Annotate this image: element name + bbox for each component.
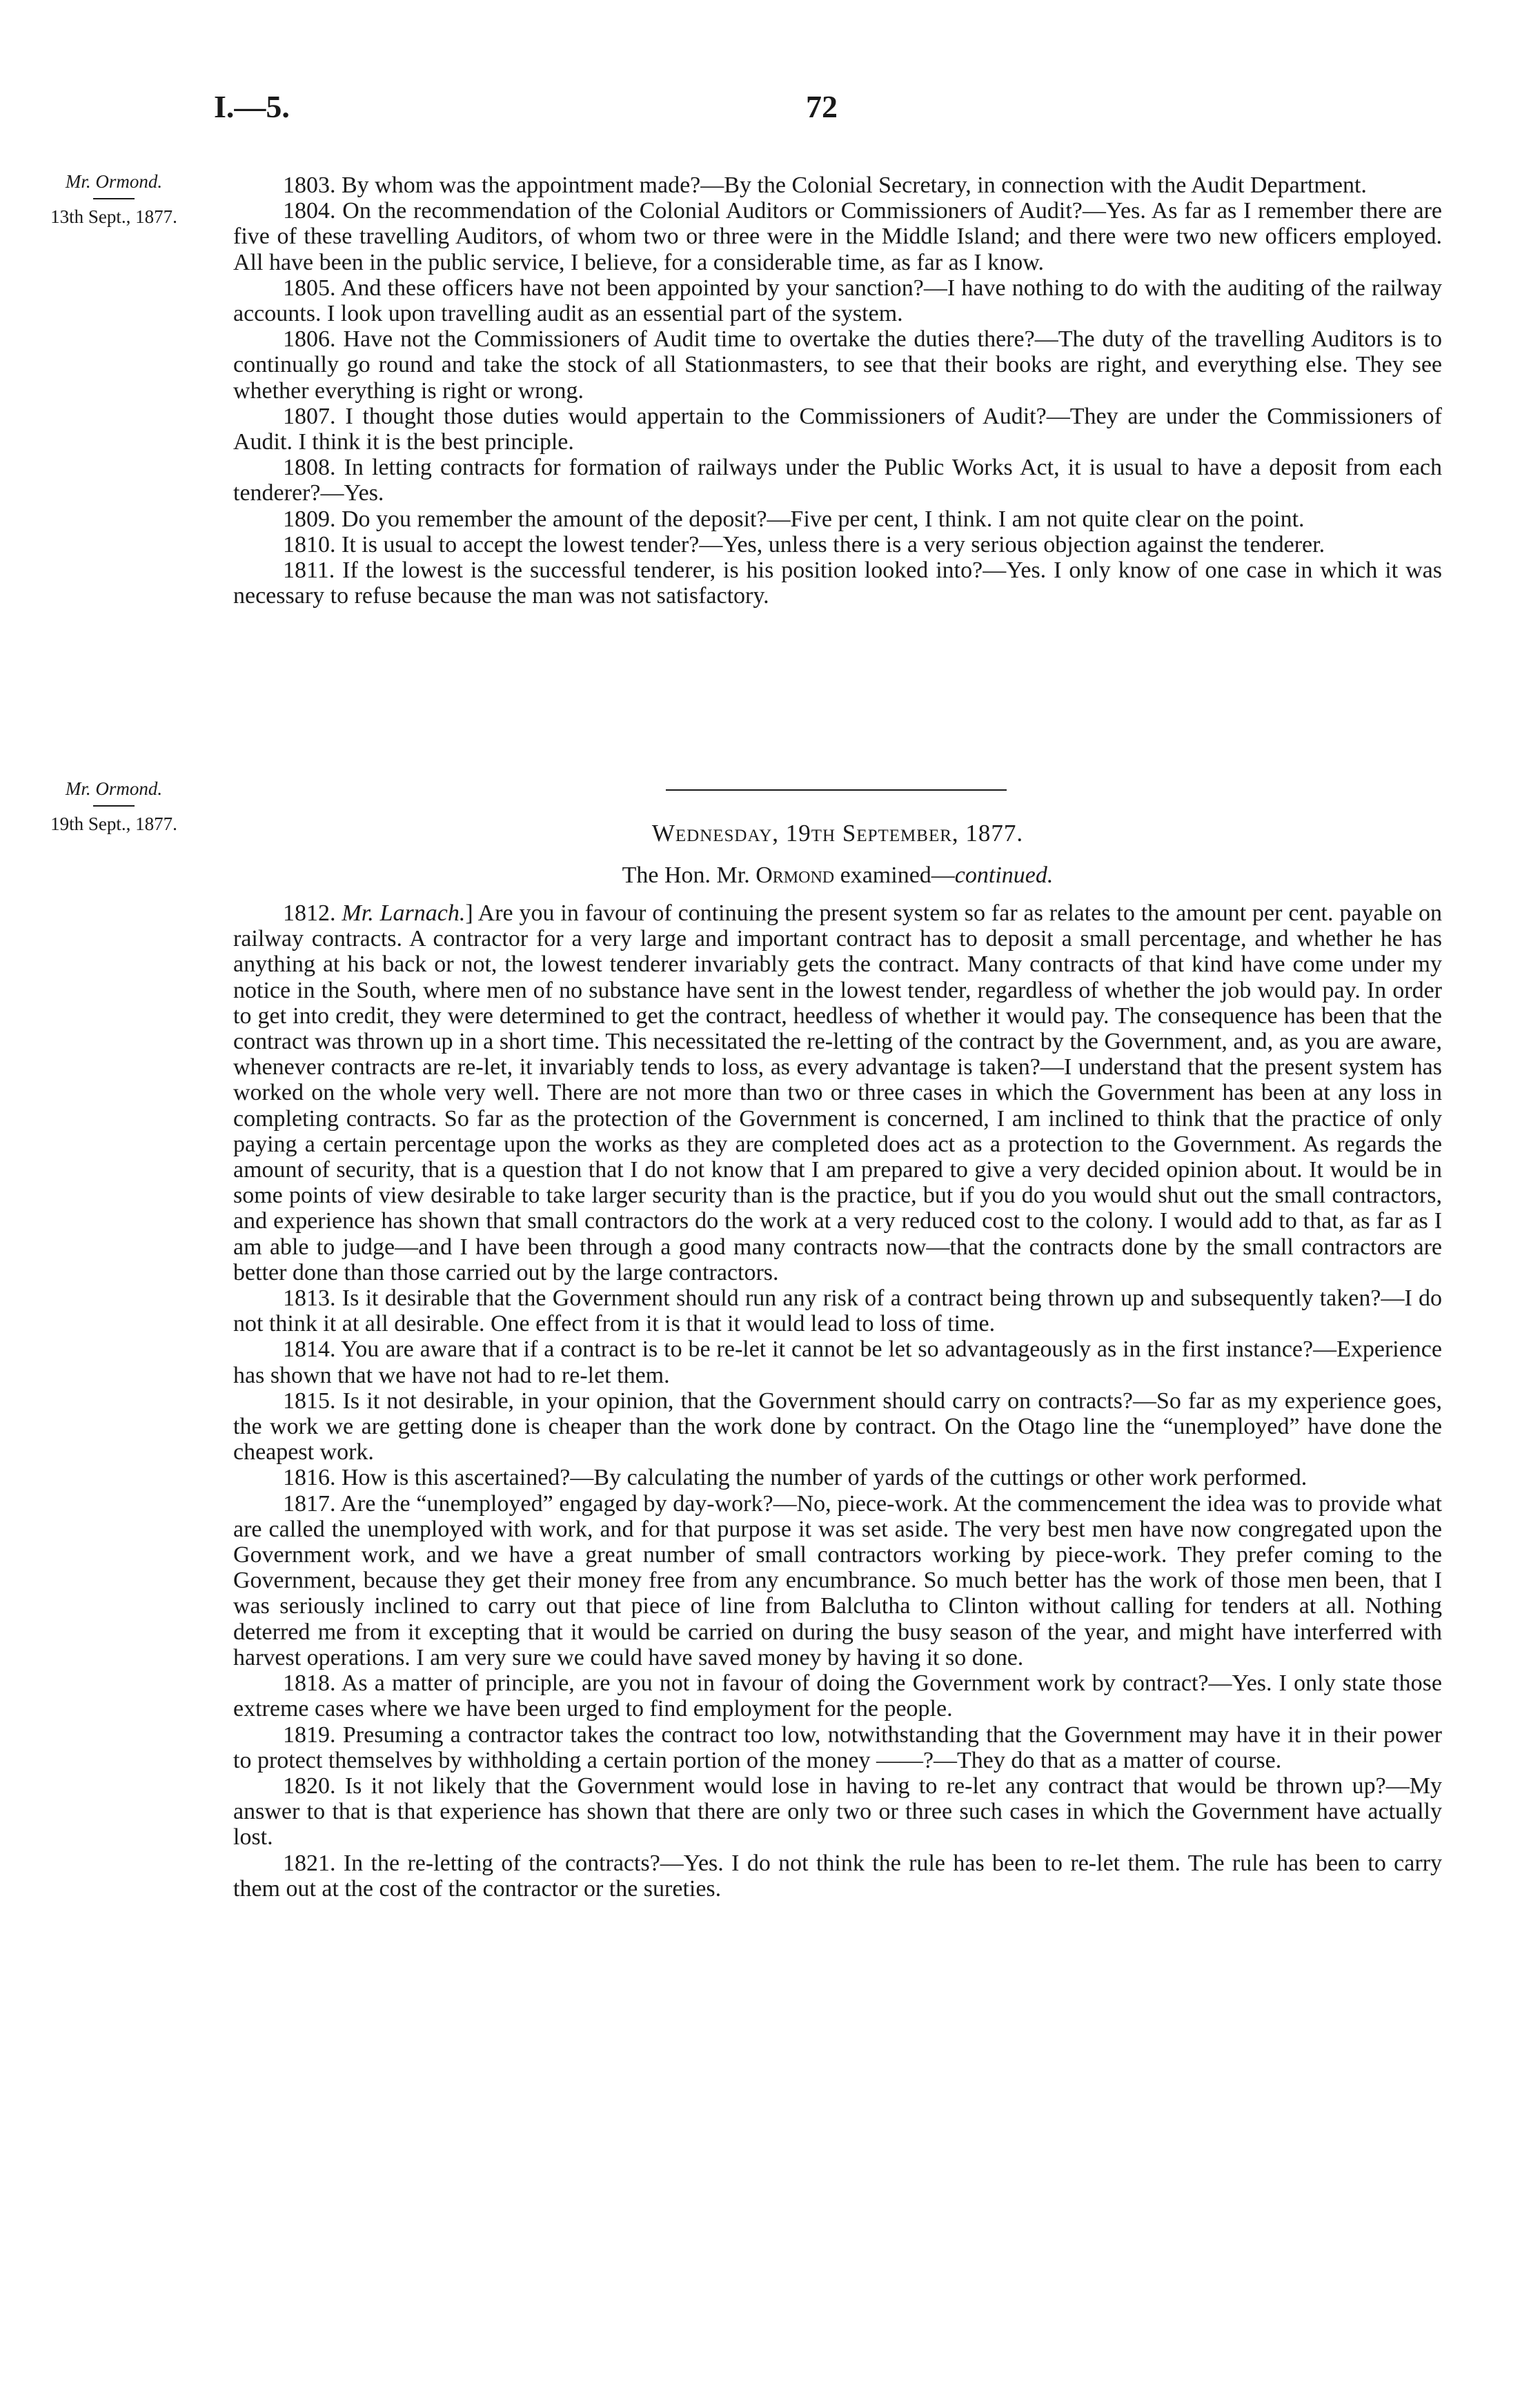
document-reference: I.—5. [214, 89, 290, 124]
evidence-paragraph: 1805. And these officers have not been appointed by your sanction?—I have nothing to do with the auditing of the railway accounts. I look upon travelling audit as an essential part of the system. [233, 275, 1442, 327]
evidence-paragraph: 1814. You are aware that if a contract is to be re-let it cannot be let so advantageously as in the first instance?—Experience has shown that we have not had to re-let them. [233, 1336, 1442, 1388]
evidence-paragraph: 1803. By whom was the appointment made?—By the Colonial Secretary, in connection with the Audit Department. [283, 172, 1367, 198]
evidence-section-two [233, 900, 1442, 1902]
question-text: ] Are you in favour of continuing the present system so far as relates to the amount per cent. payable on railway contracts. A contractor for a very large and important contract has to deposit a small percentage, and whether he has anything at his back or not, the lowest tenderer invariably gets the contract. Many contracts of that kind have come under my notice in the South, where men of no substance have sent in the lowest tender, regardless of whether the job would pay. In order to get into credit, they were determined to get the contract, heedless of whether it would pay. The consequence has been that the contract was thrown up in a short time. This necessitated the re-letting of the contract by the Government, and, as you are aware, whenever contracts are re-let, it invariably tends to loss, as every advantage is taken?—I understand that the present system has worked on the whole very well. There are not more than two or three cases in which the Government has been at any loss in completing contracts. So far as the protection of the Government is concerned, I am inclined to think that the practice of only paying a certain percentage upon the works as they are completed does act as a protection to the Government. As regards the amount of security, that is a question that I do not know that I am prepared to give a very decided opinion about. It would be in some points of view desirable to take larger security than is the practice, but if you do you would shut out the small contractors, and experience has shown that small contractors do the work at a very reduced cost to the colony. I would add to that, as far as I am able to judge—and I have been through a good many contracts now—that the contracts done by the small contractors are better done than those carried out by the large contractors. [233, 900, 1443, 1285]
evidence-paragraph: 1806. Have not the Commissioners of Audit time to overtake the duties there?—The duty of the travelling Auditors is to continually go round and take the stock of all Stationmasters, to see that their books are right, and everything else. They see whether everything is right or wrong. [233, 326, 1442, 404]
questioner-name: Mr. Larnach. [342, 900, 466, 926]
question-number: 1812. [283, 900, 342, 926]
evidence-paragraph: 1810. It is usual to accept the lowest tender?—Yes, unless there is a very serious objection against the tenderer. [283, 531, 1325, 557]
evidence-paragraph: 1817. Are the “unemployed” engaged by day-work?—No, piece-work. At the commencement the idea was to provide what are called the unemployed with work, and for that purpose it was set aside. The very best men have now congregated upon the Government work, and we have a great number of small contractors working by piece-work. They prefer coming to the Government, because they get their money free from any encumbrance. So much better has the work of those men been, that I was seriously inclined to carry out that piece of line from Balclutha to Clinton without calling for tenders at all. Nothing deterred me from it excepting that it would be carried on during the busy season of the year, and might have interferred with harvest operations. I am very sure we could have saved money by having it so done. [233, 1490, 1442, 1670]
evidence-paragraph: 1804. On the recommendation of the Colonial Auditors or Commissioners of Audit?—Yes. As far as I remember there are five of these travelling Auditors, of whom two or three were in the Middle Island; and there were two new officers employed. All have been in the public service, I believe, for a considerable time, as far as I know. [233, 198, 1442, 275]
evidence-section-one [233, 172, 1442, 609]
evidence-paragraph: 1808. In letting contracts for formation of railways under the Public Works Act, it is usual to have a deposit from each tenderer?—Yes. [233, 455, 1442, 506]
evidence-paragraph: 1816. How is this ascertained?—By calculating the number of yards of the cuttings or other work performed. [283, 1465, 1307, 1491]
margin-note-first [0, 171, 228, 228]
evidence-paragraph: 1820. Is it not likely that the Government would lose in having to re-let any contract that would be thrown up?—My answer to that is that experience has shown that there are only two or three such cases in which the Government have actually lost. [233, 1773, 1442, 1851]
evidence-paragraph: 1809. Do you remember the amount of the deposit?—Five per cent, I think. I am not quite clear on the point. [283, 506, 1305, 532]
evidence-paragraph: 1821. In the re-letting of the contracts?—Yes. I do not think the rule has been to re-let them. The rule has been to carry them out at the cost of the contractor or the sureties. [233, 1850, 1442, 1902]
subheading-witness: Ormond [756, 862, 835, 888]
subheading-prefix: The Hon. Mr. [622, 862, 756, 888]
subheading-continued: continued. [954, 862, 1054, 888]
margin-date: 19th Sept., 1877. [50, 813, 177, 834]
evidence-paragraph: 1819. Presuming a contractor takes the contract too low, notwithstanding that the Government may have it in their power to protect themselves by withholding a certain portion of the money ——?—They do that as a matter of course. [233, 1721, 1442, 1773]
evidence-paragraph: 1818. As a matter of principle, are you not in favour of doing the Government work by contract?—Yes. I only state those extreme cases where we have been urged to find employment for the people. [233, 1670, 1442, 1722]
section-date-heading: Wednesday, 19th September, 1877. [651, 820, 1024, 847]
examination-subheading [233, 862, 1442, 889]
evidence-paragraph: 1813. Is it desirable that the Government should run any risk of a contract being thrown up and subsequently taken?—I do not think it at all desirable. One effect from it is that it would lead to loss of time. [233, 1285, 1442, 1337]
evidence-paragraph: 1811. If the lowest is the successful tenderer, is his position looked into?—Yes. I only know of one case in which it was necessary to refuse because the man was not satisfactory. [233, 557, 1442, 609]
margin-date: 13th Sept., 1877. [50, 206, 177, 227]
margin-witness-name: Mr. Ormond. [65, 171, 163, 192]
evidence-paragraph [233, 900, 1442, 1285]
evidence-paragraph: 1807. I thought those duties would appertain to the Commissioners of Audit?—They are under the Commissioners of Audit. I think it is the best principle. [233, 403, 1442, 455]
margin-divider [93, 805, 135, 807]
margin-note-second [0, 778, 228, 835]
page-number: 72 [806, 89, 838, 124]
evidence-paragraph: 1815. Is it not desirable, in your opinion, that the Government should carry on contracts?—So far as my experience goes, the work we are getting done is cheaper than the work done by contract. On the Otago line the “unemployed” have done the cheapest work. [233, 1388, 1442, 1466]
margin-divider [93, 198, 135, 199]
margin-witness-name: Mr. Ormond. [65, 778, 163, 799]
section-divider [666, 789, 1007, 791]
subheading-suffix: examined— [834, 862, 955, 888]
